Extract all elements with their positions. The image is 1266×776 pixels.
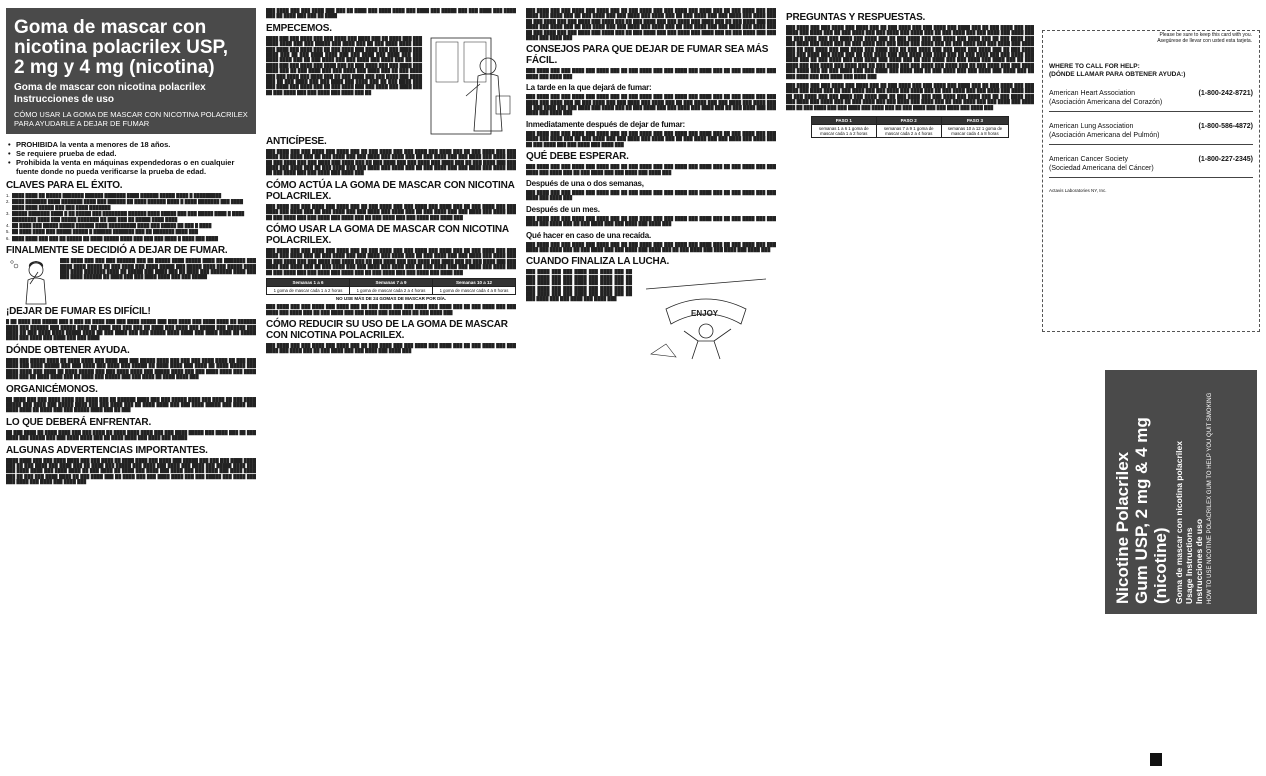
spine-caption: HOW TO USE NICOTINE POLACRILEX GUM TO HELP YOU QUIT SMOKING xyxy=(1207,392,1213,604)
spine-title: Nicotine Polacrilex Gum USP, 2 mg & 4 mg (nicotine) xyxy=(1113,417,1170,604)
heading-advertencias: ALGUNAS ADVERTENCIAS IMPORTANTES. xyxy=(6,444,208,456)
column-3: ███ ████ ███ ███ ████ ███ ████ ███ ██ ███ ████ ███ ███ ████ ███ ████ ███ ██ ███ ████ ███ ███ ████ ███ ████ ███ ██ ███ ████ ███ ███ ████ ███ ████ ███ ██ ███ ████ ███ ███ ████ ███ ████ ███ ██ ███ ████ ███ ███ ████ ███ ████ ███ ██ ███ ████ ███ ███ ████ ███ ████ ███ ██ ███ ████ ███ ███ ████ ███ ████ ███ ██ ███ ████ ███ ███ ████ ███ ████ ███ ██ ███ ████ ███ ███ ████ ███ ████ ███ ██ ███ ████ ███ ███ ████ ███ ████ ███ ██ ███ ████ ███ ███ ████ ███ ████ ███ ██ ███ ████ ███ ███ ████ ███ ████ ███ CONSEJOS PARA QUE DEJAR DE FUMAR SEA MÁS FÁCIL. ███ ████ ███ ███ ████ ███ ████ ███ ██ ███ ████ ███ ███ ████ ███ ████ ███ ██ ███ ████ ███ ███ ████ ███ ████ ███ La tarde en la que dejará de fumar: ███ ████ ███ ███ ████ ███ ████ ███ ██ ███ ████ ███ ███ ████ ███ ████ ███ ██ ███ ████ ███ ███ ████ ███ ████ ███ ██ ███ ████ ███ ███ ████ ███ ████ ███ ██ ███ ████ ███ ███ ████ ███ ████ ███ ██ ███ ████ ███ ███ ████ ███ ████ ███ ██ ███ ████ ███ ███ ████ ███ ████ ███ ██ ███ ████ ███ ███ ████ ███ ████ ███ Inmediatamente después de dejar de fumar: ███ ████ ███ ███ ████ ███ ████ ███ ██ ███ ████ ███ ███ ████ ███ ████ ███ ██ ███ ████ ███ ███ ████ ███ ████ ███ ██ ███ ████ ███ ███ ████ ███ ████ ███ ██ ███ ████ ███ ███ ████ ███ ████ ███ ██ ███ ████ ███ ███ ████ ███ ████ ███ QUÉ DEBE ESPERAR. ███ ████ ███ ███ ████ ███ ████ ███ ██ ███ ████ ███ ███ ████ ███ ████ ███ ██ ███ ████ ███ ███ ████ ███ ████ ███ ██ ███ ████ ███ ███ ████ ███ ████ ███ Después de una o dos semanas, ███ ████ ███ ███ ████ ███ ████ ███ ██ ███ ████ ███ ███ ████ ███ ████ ███ ██ ███ ████ ███ ███ ████ ███ ████ ███ Después de un mes. ███ ████ ███ ███ ████ ███ ████ ███ ██ ███ ████ ███ ███ ████ ███ ████ ███ ██ ███ ████ ███ ███ ████ ███ ████ ███ ██ ███ ████ ███ ███ ████ ███ ████ ███ Qué hacer en caso de una recaída. ███ ████ ███ ███ ████ ███ ████ ███ ██ ███ ████ ███ ███ ████ ███ ████ ███ ██ ███ ████ ███ ███ ████ ███ ████ ███ ██ ███ ████ ███ ███ ████ ███ ████ ███ ██ ███ ████ ███ ███ ████ ███ ████ ███ CUANDO FINALIZA LA LUCHA. ENJOY ███ ████ ███ ███ ████ ███ ████ ███ ██ ███ ████ ███ ███ ████ ███ ████ ███ ██ ███ ████ ███ ███ ████ ███ ████ ███ ██ ███ ████ ███ ███ ████ ███ ████ ███ ██ ███ ████ ███ ███ ████ ███ ████ ███ ██ ███ ████ ███ ███ ████ ███ ████ ███ xyxy=(526,8,776,774)
warning-bullet: • Se requiere prueba de edad. xyxy=(8,149,256,158)
registration-mark xyxy=(1150,753,1162,766)
runner-finish-line-illustration xyxy=(636,269,776,364)
numbered-item: 3. █████ ███████ ████ █ ██ █████ ███ ████████ ██████ ████ █████ ███ ███ █████ ████ █ ████ ████████ ████ ███ █████ ███████ ██ ███ ███ ██ █████ ████ ████ xyxy=(6,211,245,222)
heading-preguntas: PREGUNTAS Y RESPUESTAS. xyxy=(786,12,926,23)
subtitle: Goma de mascar con nicotina polacrilex Instrucciones de uso xyxy=(14,82,206,105)
heading-empecemos: EMPECEMOS. xyxy=(266,22,332,34)
heading-finalmente: FINALMENTE SE DECIDIÓ A DEJAR DE FUMAR. xyxy=(6,245,228,257)
numbered-item: 5. ██ ████ ████ ███ █████ █████ █ ██████ ███████ ███ ██ ███████ ████ ███ xyxy=(6,229,199,235)
page-title: Goma de mascar con nicotina polacrilex USP, 2 mg y 4 mg (nicotina) xyxy=(14,17,229,78)
heading-inmediatamente: Inmediatamente después de dejar de fumar: xyxy=(526,119,685,129)
heading-dos-semanas: Después de una o dos semanas, xyxy=(526,178,644,188)
dose-cell: semanas 7 a 9 1 goma de mascar cada 2 a 4 horas xyxy=(876,125,941,138)
heading-como-usar: CÓMO USAR LA GOMA DE MASCAR CON NICOTINA POLACRILEX. xyxy=(266,224,509,247)
column-1: Goma de mascar con nicotina polacrilex USP, 2 mg y 4 mg (nicotina) Goma de mascar con nicotina polacrilex Instrucciones de uso CÓMO USAR LA GOMA DE MASCAR CON NICOTINA POLACRILEX PARA AYUDARLE A DEJAR DE FUMAR • PROHIBIDA la venta a menores de 18 años. • Se requiere prueba de edad. • Prohibida la venta en máquinas expendedoras o en cualquier fuente donde no pueda verificarse la prueba de edad. CLAVES PARA EL ÉXITO. 1. ████ ████ ██ █████ ███████ ██████ ███████ ████ ██████ █████ ████ █ █████████ 2. ████ ███████ ████ ███████ ████ ███ ██████ ██ ████ ██████ ████ █ ████ ███████ ███ ████ ████ ████ █████ ███ ███ ████ ███████ 3. █████ ███████ ████ █ ██ █████ ███ ████████ ██████ ████ █████ ███ ███ █████ ████ █ ████ ████████ ████ ███ █████ ███████ ██ ███ ███ ██ █████ ████ ████ 4. ██ ████ ███ █████ █████ ██████ ████ █████████ ████ ███ █████ ██ ███ █ ████ 5. ██ ████ ████ ███ █████ █████ █ ██████ ███████ ███ ██ ███████ ████ ███ 6. ████ ████ ███ ███ ██ █████ ██ ████ █████ ████ ███ ███ ███ ████ █ ████ ███ ████ FINALMENTE SE DECIDIÓ A DEJAR DE FUMAR. ███ ████ ███ ███ ███ ██████ ███ ██ █████ ████ █████ ████ ██ ███████ ███ ████ ████ █████ ██ ███ ████ ███ ████ █████ ███ █████ ████ ███ █████ ████ ███ ████ ███████ ████ ██ █████ ███ ████ ███ ██ ████ ███ ███████ ████ ███ ███ ████ ██████ ██ ████ ███ ███ ████ ████ ███ ███ █████ ¡DEJAR DE FUMAR ES DIFÍCIL! █ ██ ████ ███ █████ ███ █ ███ ██ ████ ███ ███ ████ █████ ███ ███ ████ ███ ████ ████ ██ ██████ ████ ███ ██████ ███ █████ ████ ██ ████ ███ ███ ███ ██ ████ ███ ████ ███ █████ ███ ██████ ███ ████ ██ ███ ████ ████ █████ ████ ██ ███ ████ ███ ███ █████ ████ ████ ███ ████ ████ ██ █████ ████ ███ ████ ███ ████ ███ ███ ████ DÓNDE OBTENER AYUDA. ████ ███ █████ ████ ██ ████ ████ ███ ████ ███ ███ █████ ████ ███ ███ ███ ████ ████ ██ ███ ███ ████ ███ ████ █████ ███ ███ ████ ███ ████ ███ █████ ██ ████ ████ ███ ████ ██ ████ █████ ███ ████ ████ ███ ████ ██ ████ █████ ███ ███ ████ ████ ███ █████ ████ ███ ███ ████ ████ ███ ████ ████ ███ ██ ████ ████ ███ ██ ████ ███ █████ ███ ███ ████ ██ ████ ████ ███ ORGANICÉMONOS. ██ ████ ███ ███ ████ ████ ███ ████ ███ ██ ██████ ████ ███ ███ █████ ████ ███ ████ ██ ███ ████ █████ ███ ████ ███ █████ ████ ███ ███ ████ ███ ██ ████ ████ ███ ███ ████ █████ ███ ████ ███ ████ ████ ██ ████ ███ ███ █████ ████ ███ ██ ███ LO QUE DEBERÁ ENFRENTAR. ██ ███ ████ ██ ████ ████ ███ ███ ████ ██ ████ ████ ████ ███ ███ ████ █████ ███ ████ ███ ██ ███ ████ ███ █████ ███ ███ ████ ████ ███ ██ ████ ████ ███ ████ ███ █████ ALGUNAS ADVERTENCIAS IMPORTANTES. ████ ████ ███ ███ ████ ████ ███ ███ ████ ██ ████ ████ ███ ████ ███ █████ ███ ███ ███ ████ ████ ███ ██ ███ ████ ███ ████ ███ ██ ████ ███ █████ ███ ████ ███ ████ ███ ████ ███ █████ ████ ███ ███ ████ ████ ███ ████ ████ ██ ███ ████ ██ ████ ███ ████ ███ ████ ███ ███ ████ ███ ████ ████ ███ ██ ███ ███ ████ ████ ██ ███ ████ ███ ██ ████ ███ ███ ████ ████ ███ ███ █████ ███ ████ ███ ███ ████ ███ ████ ███ ████ ███ xyxy=(6,8,256,774)
help-row: American Heart Association (1-800-242-8721) (Asociación Americana del Corazón) xyxy=(1049,89,1253,112)
numbered-item: 1. ████ ████ ██ █████ ███████ ██████ ███████ ████ ██████ █████ ████ █ █████████ xyxy=(6,193,222,198)
heading-dejar-dificil: ¡DEJAR DE FUMAR ES DIFÍCIL! xyxy=(6,306,151,318)
dose-cell: 1 goma de mascar cada 1 a 2 horas xyxy=(267,287,350,295)
dose-cell: 1 goma de mascar cada 2 a 4 horas xyxy=(350,287,433,295)
woman-thinking-illustration xyxy=(6,258,56,306)
dose-header: Semanas 7 a 9 xyxy=(350,279,433,287)
numbered-item: 2. ████ ███████ ████ ███████ ████ ███ ██████ ██ ████ ██████ ████ █ ████ ███████ ███ ████ ████ ████ █████ ███ ███ ████ ███████ xyxy=(6,199,244,210)
heading-anticipese: ANTICÍPESE. xyxy=(266,135,327,147)
svg-text:ENJOY: ENJOY xyxy=(691,309,719,319)
column-4: PREGUNTAS Y RESPUESTAS. ███ ████ ███ ███ ████ ███ ████ ███ ██ ███ ████ ███ ███ ████ ███ ████ ███ ██ ███ ████ ███ ███ ████ ███ ████ ███ ██ ███ ████ ███ ███ ████ ███ ████ ███ ██ ███ ████ ███ ███ ████ ███ ████ ███ ██ ███ ████ ███ ███ ████ ███ ████ ███ ██ ███ ████ ███ ███ ████ ███ ████ ███ ██ ███ ████ ███ ███ ████ ███ ████ ███ ██ ███ ████ ███ ███ ████ ███ ████ ███ ██ ███ ████ ███ ███ ████ ███ ████ ███ ██ ███ ████ ███ ███ ████ ███ ████ ███ ██ ███ ████ ███ ███ ████ ███ ████ ███ ██ ███ ████ ███ ███ ████ ███ ████ ███ ██ ███ ████ ███ ███ ████ ███ ████ ███ ██ ███ ████ ███ ███ ████ ███ ████ ███ ██ ███ ████ ███ ███ ████ ███ ████ ███ ██ ███ ████ ███ ███ ████ ███ ████ ███ ██ ███ ████ ███ ███ ████ ███ ████ ███ ██ ███ ████ ███ ███ ████ ███ ████ ███ ██ ███ ████ ███ ███ ████ ███ ████ ███ ██ ███ ████ ███ ███ ████ ███ ████ ███ ██ ███ ████ ███ ███ ████ ███ ████ ███ ██ ███ ████ ███ ███ ████ ███ ████ ███ ███ ████ ███ ███ ████ ███ ████ ███ ██ ███ ████ ███ ███ ████ ███ ████ ███ ██ ███ ████ ███ ███ ████ ███ ████ ███ ██ ███ ████ ███ ███ ████ ███ ████ ███ ██ ███ ████ ███ ███ ████ ███ ████ ███ ██ ███ ████ ███ ███ ████ ███ ████ ███ ██ ███ ████ ███ ███ ████ ███ ████ ███ ██ ███ ████ ███ ███ ████ ███ ████ ███ ██ ███ ████ ███ ███ ████ ███ ████ ███ ██ ███ ████ ███ ███ ████ ███ ████ ███ ██ ███ ████ ███ ███ ████ ███ ████ ███ ██ ███ ████ ███ ███ ████ ███ ████ ███ PASO 1 PASO 2 PASO 3 semanas 1 a 6 1 goma de mascar cada 1 a 2 horas semanas 7 a 9 1 goma de mascar cada 2 a 4 horas semanas 10 a 12 1 goma de mascar cada 4 a 8 horas xyxy=(786,12,1034,137)
heading-enfrentar: LO QUE DEBERÁ ENFRENTAR. xyxy=(6,416,152,428)
heading-como-actua: CÓMO ACTÚA LA GOMA DE MASCAR CON NICOTINA POLACRILEX. xyxy=(266,179,515,202)
subtitle-caps: CÓMO USAR LA GOMA DE MASCAR CON NICOTINA POLACRILEX PARA AYUDARLE A DEJAR DE FUMAR xyxy=(14,110,248,128)
help-row: American Lung Association (1-800-586-4872) (Asociación Americana del Pulmón) xyxy=(1049,122,1253,145)
heading-la-tarde: La tarde en la que dejará de fumar: xyxy=(526,83,652,93)
help-row: American Cancer Society (1-800-227-2345) (Sociedad Americana del Cáncer) xyxy=(1049,155,1253,178)
heading-lucha: CUANDO FINALIZA LA LUCHA. xyxy=(526,256,670,268)
man-at-door-illustration xyxy=(426,36,516,136)
heading-recaida: Qué hacer en caso de una recaída. xyxy=(526,230,652,240)
title-box xyxy=(6,8,256,134)
warning-bullets xyxy=(8,140,256,176)
column-2: ███ ████ ███ ███ ████ ███ ███ ██ ████ ███ ████ ████ ███ ████ ███ █████ ███ ███ ████ ███ ████ ███ ██ ████ ███ ███ ██ ████ EMPECEMOS. ████ ███ ███ ████ ███ ███ ████ ███ ████ ███ ██ ████ ███ ███ ████ ████ ███ ███ █████ ███ ████ ███ ██ ███ ████ ████ ███ ███ ████ ███ ████ ███ ██ ███ ████ ███ ████ ███ ███ ████ ███ ████ ███ ██ ███ ████ ████ ███ ███ ████ ███ ████ ███ ███ ████ ████ ███ ██ ███ ████ ███ ███ ████ ███ ████ ███ ██ ███ ████ ███ ███ ████ ███ ████ ███ ██ ███ ████ ███ ███ ████ ███ ████ ███ ██ ███ ████ ███ ███ ████ ███ ████ ███ ██ ███ ████ ███ ███ ████ ███ ████ ███ ██ ███ ████ ███ ███ ████ ███ ████ ███ ██ ███ ████ ███ ███ ████ ███ ████ ███ ██ ███ ████ ███ ███ ████ ███ ████ ███ ██ ███ ████ ███ ███ ████ ███ ████ ███ ██ ███ ████ ███ ███ ████ ███ ████ ███ ██ ANTICÍPESE. ███ ████ ███ ███ ████ ███ ████ ███ ██ ███ ████ ███ ███ ████ ███ ████ ███ ██ ███ ████ ███ ███ ████ ███ ████ ███ ██ ███ ████ ███ ███ ████ ███ ████ ███ ██ ███ ████ ███ ███ ████ ███ ████ ███ ██ ███ ████ ███ ███ ████ ███ ████ ███ ██ ███ ████ ███ ███ ████ ███ ████ ███ ██ ███ ████ ███ ███ ████ ███ ████ ███ ██ ███ ████ ███ ███ ████ ███ ████ ███ ██ ███ ████ ███ ███ ████ ███ ████ ███ ██ ███ ████ ███ ███ ████ ███ ████ ███ CÓMO ACTÚA LA GOMA DE MASCAR CON NICOTINA POLACRILEX. ███ ████ ███ ███ ████ ███ ████ ███ ██ ███ ████ ███ ███ ████ ███ ████ ███ ██ ███ ████ ███ ███ ████ ███ ████ ███ ██ ███ ████ ███ ███ ████ ███ ████ ███ ██ ███ ████ ███ ███ ████ ███ ████ ███ ██ ███ ████ ███ ███ ████ ███ ████ ███ ██ ███ ████ ███ ███ ████ ███ ████ ███ CÓMO USAR LA GOMA DE MASCAR CON NICOTINA POLACRILEX. ███ ████ ███ ███ ████ ███ ████ ███ ██ ███ ████ ███ ███ ████ ███ ████ ███ ██ ███ ████ ███ ███ ████ ███ ████ ███ ██ ███ ████ ███ ███ ████ ███ ████ ███ ██ ███ ████ ███ ███ ████ ███ ████ ███ ██ ███ ████ ███ ███ ████ ███ ████ ███ ██ ███ ████ ███ ███ ████ ███ ████ ███ ██ ███ ████ ███ ███ ████ ███ ████ ███ ██ ███ ████ ███ ███ ████ ███ ████ ███ ██ ███ ████ ███ ███ ████ ███ ████ ███ ██ ███ ████ ███ ███ ████ ███ ████ ███ ██ ███ ████ ███ ███ ████ ███ ████ ███ Semanas 1 a 6 Semanas 7 a 9 Semanas 10 a 12 1 goma de mascar cada 1 a 2 horas 1 goma de mascar cada 2 a 4 horas 1 goma de mascar cada 4 a 8 horas NO USE MÁS DE 24 GOMAS DE MASCAR POR DÍA. ███ ████ ███ ███ ████ ███ ████ ███ ██ ███ ████ ███ ███ ████ ███ ████ ███ ██ ███ ████ ███ ███ ████ ███ ████ ███ ██ ███ ████ ███ ███ ████ ███ ████ ███ ██ ███ ████ ███ CÓMO REDUCIR SU USO DE LA GOMA DE MASCAR CON NICOTINA POLACRILEX. ███ ████ ███ ███ ████ ███ ████ ███ ██ ███ ████ ███ ███ ████ ███ ████ ███ ██ ███ ████ ███ ███ ████ ███ ████ ███ ██ ███ ████ ███ ███ ████ ███ ████ ███ xyxy=(266,8,516,354)
help-card-footer: Actavis Laboratories NY, Inc. xyxy=(1049,188,1107,193)
dose-note: NO USE MÁS DE 24 GOMAS DE MASCAR POR DÍA. xyxy=(335,296,447,302)
help-card xyxy=(1042,30,1260,332)
numbered-item: 4. ██ ████ ███ █████ █████ ██████ ████ █████████ ████ ███ █████ ██ ███ █ ████ xyxy=(6,223,212,229)
warning-bullet: • PROHIBIDA la venta a menores de 18 años. xyxy=(8,140,256,149)
dose-header: Semanas 1 a 6 xyxy=(267,279,350,287)
dose-header: PASO 1 xyxy=(811,117,876,125)
dose-cell: 1 goma de mascar cada 4 a 8 horas xyxy=(433,287,516,295)
spine-subtitle: Goma de mascar con nicotina polacrilex Usage Instructions Instrucciones de uso xyxy=(1174,441,1204,604)
warning-bullet: • Prohibida la venta en máquinas expendedoras o en cualquier fuente donde no pueda verificarse la prueba de edad. xyxy=(8,158,256,176)
heading-como-reducir: CÓMO REDUCIR SU USO DE LA GOMA DE MASCAR CON NICOTINA POLACRILEX. xyxy=(266,318,508,341)
heading-donde-ayuda: DÓNDE OBTENER AYUDA. xyxy=(6,344,130,356)
dose-cell: semanas 1 a 6 1 goma de mascar cada 1 a 2 horas xyxy=(811,125,876,138)
dose-cell: semanas 10 a 12 1 goma de mascar cada 4 a 8 horas xyxy=(941,125,1008,138)
numbered-item: 6. ████ ████ ███ ███ ██ █████ ██ ████ █████ ████ ███ ███ ███ ████ █ ████ ███ ████ xyxy=(6,235,218,241)
keep-card-note: Please be sure to keep this card with you. Asegúrese de llevar con usted esta tarjeta. xyxy=(1157,32,1252,44)
heading-claves: CLAVES PARA EL ÉXITO. xyxy=(6,180,123,191)
heading-que-esperar: QUÉ DEBE ESPERAR. xyxy=(526,151,629,163)
heading-organicemonos: ORGANICÉMONOS. xyxy=(6,383,98,395)
dose-header: PASO 3 xyxy=(941,117,1008,125)
spine-panel xyxy=(1105,370,1257,614)
help-card-title: WHERE TO CALL FOR HELP: (DÓNDE LLAMAR PARA OBTENER AYUDA:) xyxy=(1049,63,1186,78)
dose-header: Semanas 10 a 12 xyxy=(433,279,516,287)
dose-table xyxy=(266,278,516,301)
dose-header: PASO 2 xyxy=(876,117,941,125)
heading-un-mes: Después de un mes. xyxy=(526,204,600,214)
dose-table-2 xyxy=(811,116,1009,138)
heading-consejos: CONSEJOS PARA QUE DEJAR DE FUMAR SEA MÁS FÁCIL. xyxy=(526,44,769,67)
